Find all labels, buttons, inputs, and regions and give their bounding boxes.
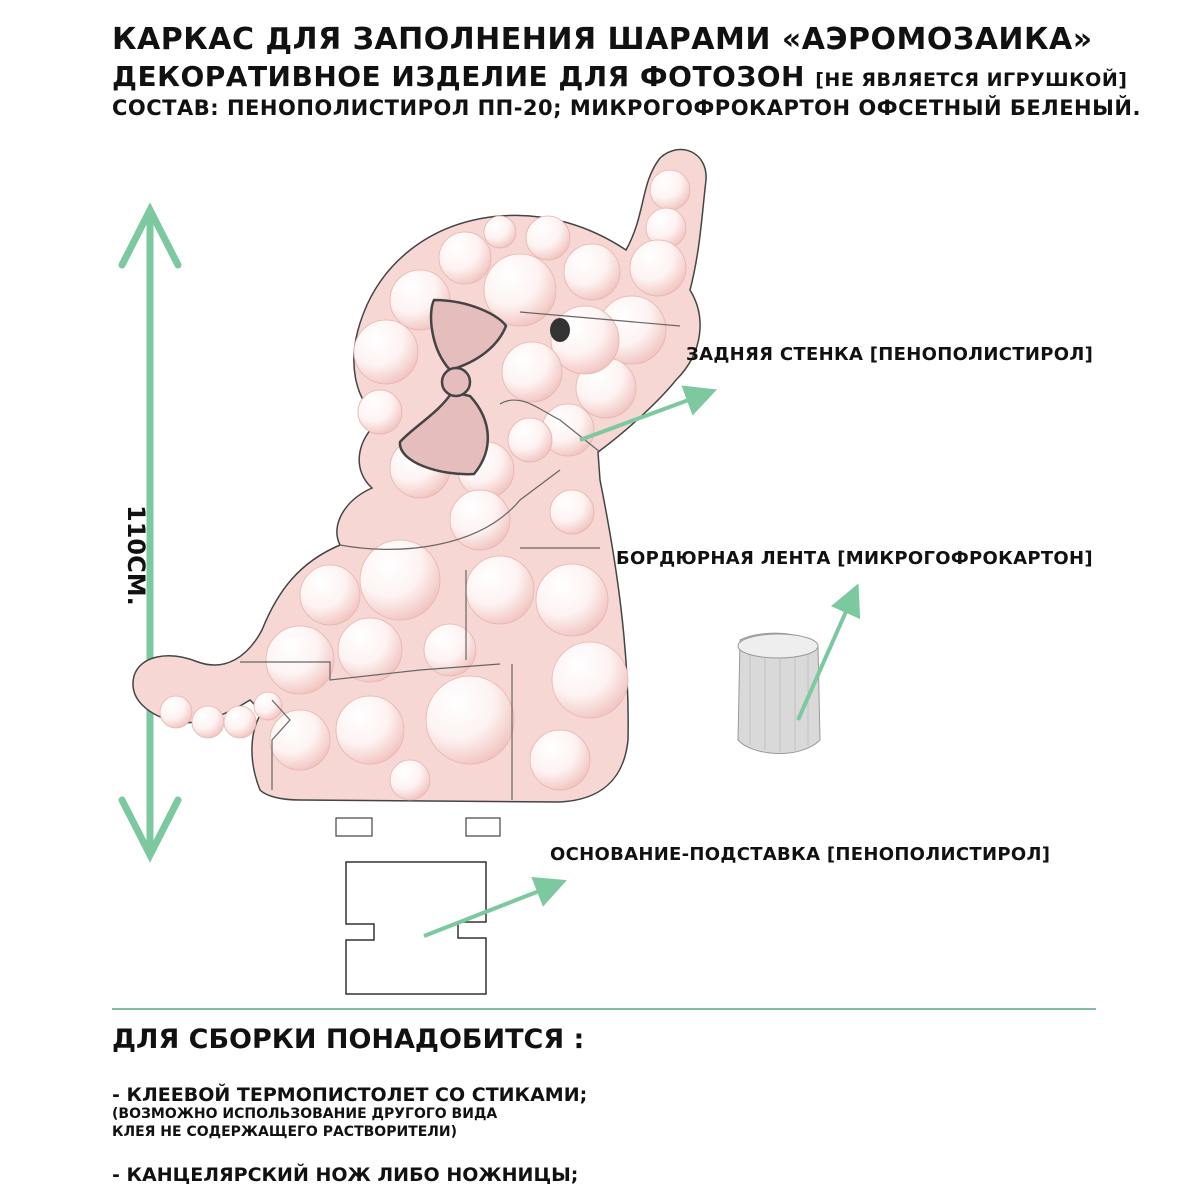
- subtitle-main: ДЕКОРАТИВНОЕ ИЗДЕЛИЕ ДЛЯ ФОТОЗОН: [112, 60, 805, 93]
- assembly-item-knife: - КАНЦЕЛЯРСКИЙ НОЖ ЛИБО НОЖНИЦЫ;: [112, 1164, 579, 1186]
- label-back-wall: ЗАДНЯЯ СТЕНКА [ПЕНОПОЛИСТИРОЛ]: [686, 344, 1094, 365]
- assembly-item-note-line2: КЛЕЯ НЕ СОДЕРЖАЩЕГО РАСТВОРИТЕЛИ): [112, 1124, 458, 1140]
- section-divider: [112, 1008, 1096, 1010]
- label-base-stand: ОСНОВАНИЕ-ПОДСТАВКА [ПЕНОПОЛИСТИРОЛ]: [550, 844, 1051, 865]
- assembly-item-note-line1: (ВОЗМОЖНО ИСПОЛЬЗОВАНИЕ ДРУГОГО ВИДА: [112, 1106, 498, 1122]
- assembly-title: ДЛЯ СБОРКИ ПОНАДОБИТСЯ :: [112, 1024, 585, 1055]
- subtitle-note: [НЕ ЯВЛЯЕТСЯ ИГРУШКОЙ]: [815, 69, 1128, 91]
- height-dimension-label: 110СМ.: [122, 505, 150, 606]
- product-title: КАРКАС ДЛЯ ЗАПОЛНЕНИЯ ШАРАМИ «АЭРОМОЗАИКА»: [112, 22, 1093, 57]
- assembly-item-glue-gun: - КЛЕЕВОЙ ТЕРМОПИСТОЛЕТ СО СТИКАМИ;: [112, 1084, 588, 1106]
- stand-tabs: [336, 818, 500, 836]
- label-border-tape: БОРДЮРНАЯ ЛЕНТА [МИКРОГОФРОКАРТОН]: [616, 548, 1093, 569]
- eye-icon: [550, 318, 570, 342]
- composition-line: СОСТАВ: ПЕНОПОЛИСТИРОЛ ПП-20; МИКРОГОФРОКАРТОН ОФСЕТНЫЙ БЕЛЕНЫЙ.: [112, 96, 1141, 120]
- base-stand-piece: [346, 862, 486, 994]
